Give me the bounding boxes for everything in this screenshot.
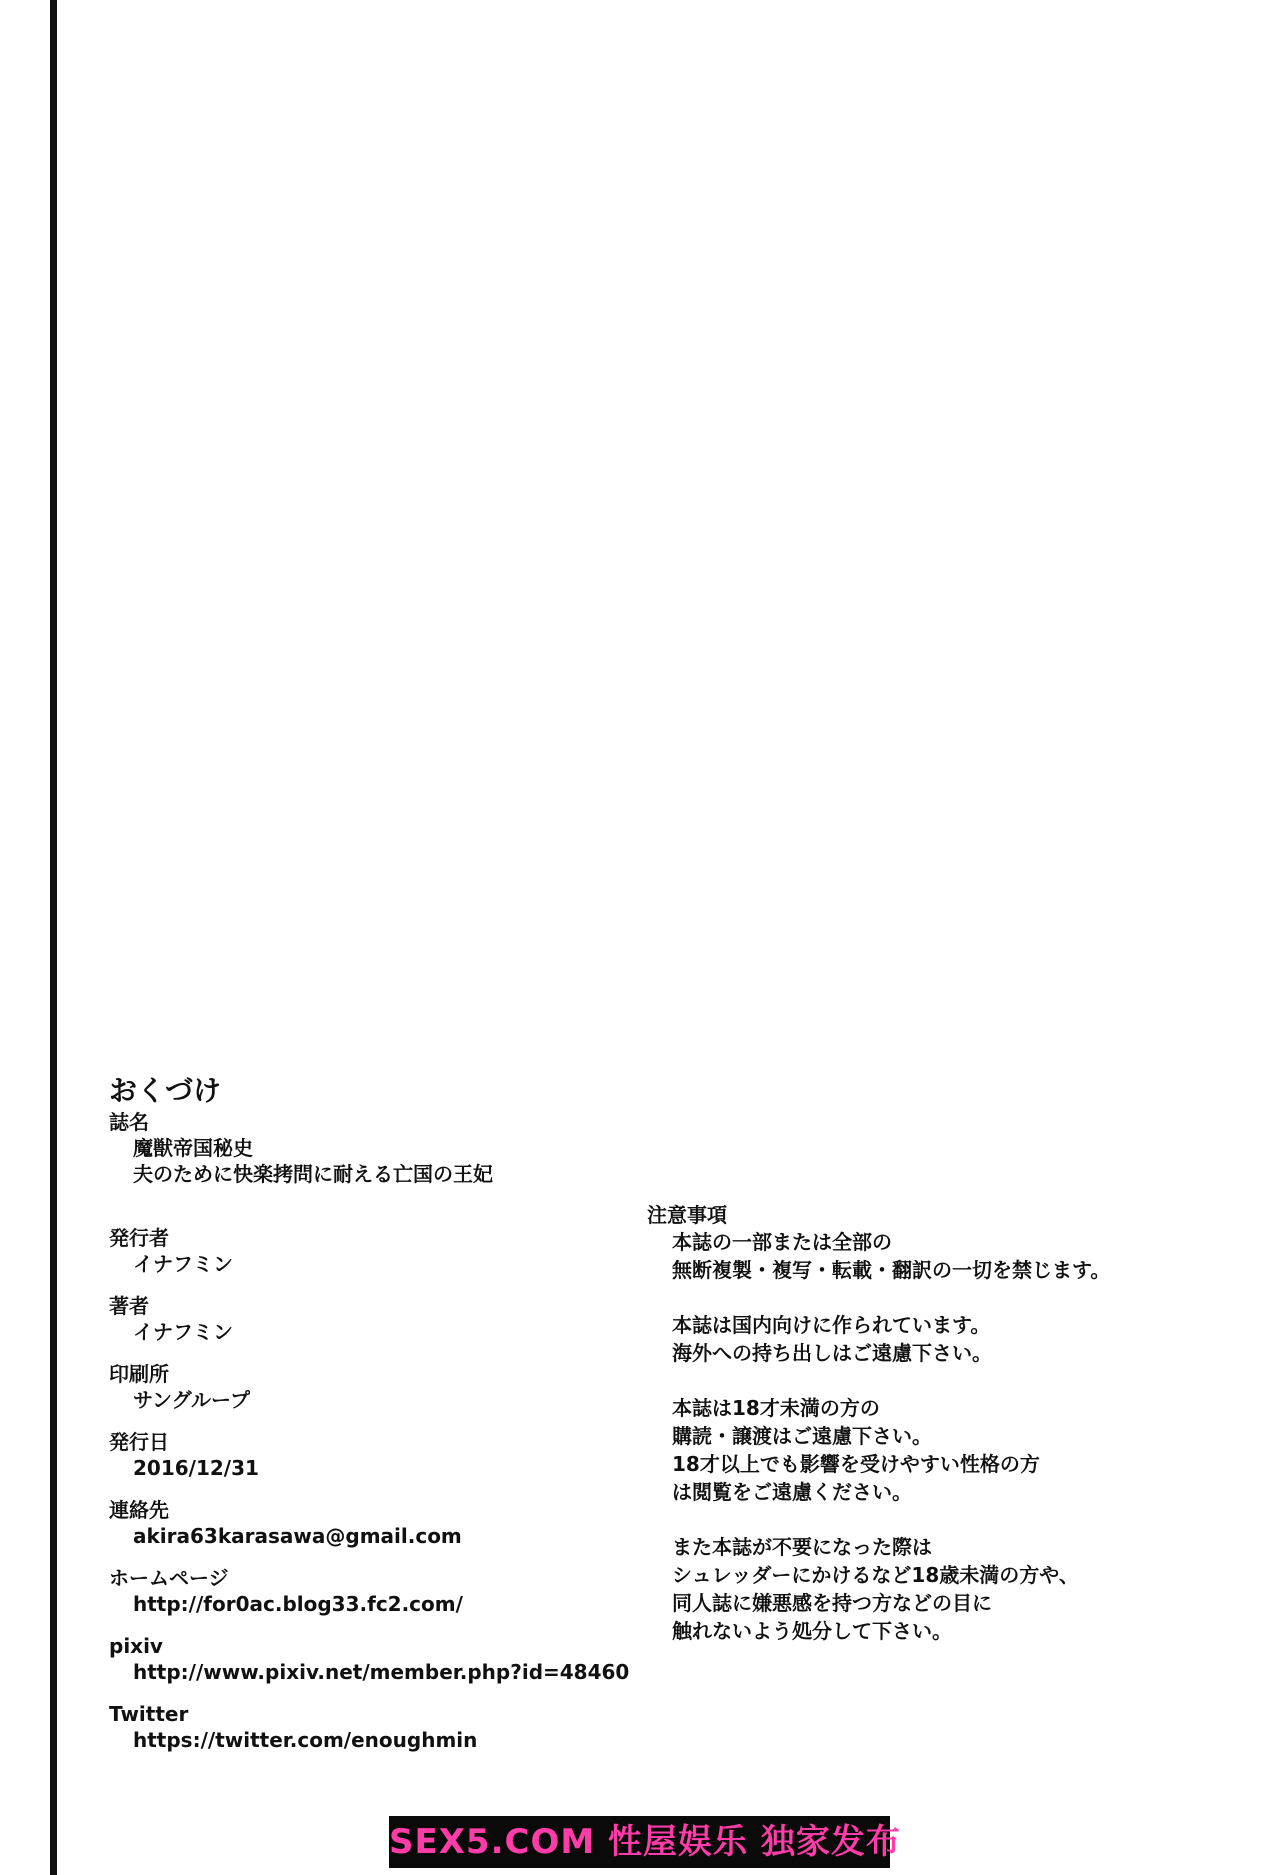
notes-line: は閲覧をご遠慮ください。 [672, 1480, 912, 1504]
printer-label: 印刷所 [109, 1362, 169, 1386]
contact-email: akira63karasawa@gmail.com [133, 1524, 462, 1548]
notes-line: 本誌の一部または全部の [672, 1230, 892, 1254]
author-field [109, 1293, 649, 1345]
date-value: 2016/12/31 [133, 1456, 259, 1480]
notes-line: 同人誌に嫌悪感を持つ方などの目に [672, 1591, 992, 1615]
homepage-label: ホームページ [109, 1566, 229, 1590]
notes-section [647, 1202, 1207, 1672]
pixiv-label: pixiv [109, 1634, 163, 1658]
publisher-label: 発行者 [109, 1226, 169, 1250]
notes-paragraph [647, 1228, 1207, 1284]
author-label: 著者 [109, 1294, 149, 1318]
contact-label: 連絡先 [109, 1498, 169, 1522]
homepage-field [109, 1565, 649, 1617]
notes-line: シュレッダーにかけるなど18歳未満の方や、 [672, 1563, 1079, 1587]
colophon [109, 1073, 649, 1753]
author-value: イナフミン [133, 1320, 233, 1344]
pixiv-field [109, 1633, 649, 1685]
notes-line: また本誌が不要になった際は [672, 1535, 932, 1559]
notes-line: 購読・譲渡はご遠慮下さい。 [672, 1424, 932, 1448]
title-field [109, 1109, 649, 1187]
colophon-heading: おくづけ [109, 1074, 222, 1107]
watermark-banner: SEX5.COM 性屋娱乐 独家发布 [389, 1816, 890, 1868]
notes-line: 本誌は国内向けに作られています。 [672, 1313, 991, 1337]
pixiv-url: http://www.pixiv.net/member.php?id=48460 [133, 1660, 630, 1684]
date-field [109, 1429, 649, 1481]
printer-value: サングループ [133, 1388, 250, 1412]
notes-heading: 注意事項 [647, 1203, 727, 1227]
title-label: 誌名 [109, 1110, 149, 1134]
publisher-field [109, 1225, 649, 1277]
notes-paragraph [647, 1394, 1207, 1506]
homepage-url: http://for0ac.blog33.fc2.com/ [133, 1592, 463, 1616]
publisher-value: イナフミン [133, 1252, 233, 1276]
twitter-label: Twitter [109, 1702, 189, 1726]
notes-paragraph [647, 1311, 1207, 1367]
notes-line: 本誌は18才未満の方の [672, 1396, 880, 1420]
printer-field [109, 1361, 649, 1413]
date-label: 発行日 [109, 1430, 169, 1454]
notes-line: 海外への持ち出しはご遠慮下さい。 [672, 1341, 992, 1365]
notes-line: 無断複製・複写・転載・翻訳の一切を禁じます。 [672, 1258, 1111, 1282]
page-border-line [50, 0, 57, 1875]
title-line-1: 魔獣帝国秘史 [133, 1136, 253, 1160]
notes-line: 触れないよう処分して下さい。 [672, 1619, 952, 1643]
twitter-url: https://twitter.com/enoughmin [133, 1728, 478, 1752]
contact-field [109, 1497, 649, 1549]
title-line-2: 夫のために快楽拷問に耐える亡国の王妃 [133, 1162, 493, 1186]
notes-line: 18才以上でも影響を受けやすい性格の方 [672, 1452, 1040, 1476]
notes-paragraph [647, 1533, 1207, 1645]
twitter-field [109, 1701, 649, 1753]
